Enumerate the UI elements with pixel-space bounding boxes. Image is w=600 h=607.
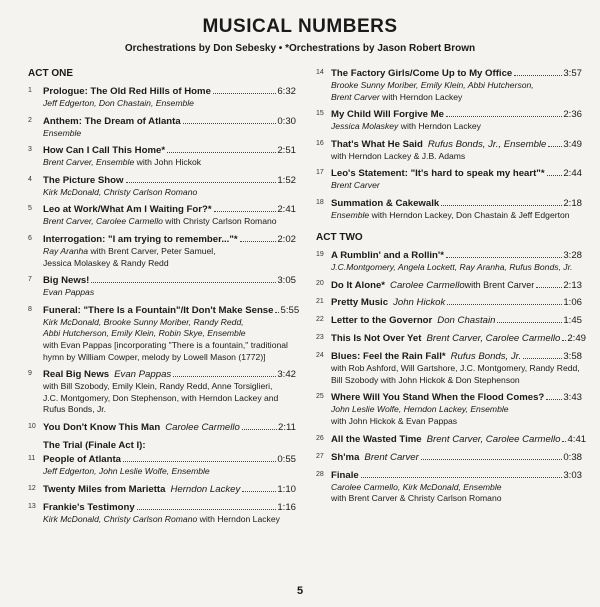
track-number: 16	[316, 139, 324, 147]
track-title-line	[331, 297, 582, 309]
track-entry	[316, 433, 587, 446]
credit-plain: with Rob Ashford, Will Gartshore, J.C. Montgomery, Randy Redd,	[331, 363, 580, 374]
track-duration: 2:51	[277, 145, 296, 157]
dot-leader	[137, 509, 277, 510]
track-number: 22	[316, 316, 324, 324]
page-number: 5	[296, 585, 304, 597]
credit-italic: Brent Carver, Carolee Carmello	[43, 216, 163, 227]
track-title-line	[331, 250, 582, 262]
song-title: Blues: Feel the Rain Fall*	[331, 351, 446, 363]
track-number: 27	[316, 452, 324, 460]
credit-italic: Kirk McDonald, Christy Carlson Romano	[43, 513, 198, 524]
act-two-header: ACT TWO	[316, 231, 363, 243]
credit-plain: with Herndon Lackey, Don Chastain & Jeff Edgerton	[369, 209, 570, 220]
track-duration: 2:11	[278, 421, 296, 433]
track-number: 14	[316, 69, 324, 76]
track-title-line	[331, 351, 582, 363]
song-title: The Factory Girls/Come Up to My Office	[331, 68, 513, 79]
credit-italic: Jeff Edgerton, Don Chastain, Ensemble	[43, 98, 194, 108]
track-title-line	[43, 454, 296, 466]
dot-leader	[546, 399, 562, 400]
dot-leader	[447, 304, 562, 305]
credit-italic: Evan Pappas	[43, 287, 95, 298]
song-performers: John Hickok	[393, 297, 446, 309]
credit-italic: Ensemble	[331, 209, 370, 220]
performer-credit	[43, 216, 296, 228]
track-number: 12	[28, 484, 36, 492]
track-entry	[28, 502, 296, 526]
performer-credit	[43, 393, 296, 405]
track-title-line	[43, 484, 296, 496]
song-title: Frankie's Testimony	[43, 501, 135, 513]
track-duration: 2:02	[277, 233, 296, 245]
track-duration: 3:49	[563, 138, 582, 150]
performer-credit	[331, 482, 582, 494]
dot-leader	[562, 340, 566, 341]
track-number: 5	[28, 205, 32, 213]
song-title: The Picture Show	[43, 174, 124, 186]
track-number: 26	[316, 434, 324, 442]
song-title: That's What He Said	[331, 138, 423, 150]
song-performers: Don Chastain	[437, 315, 496, 327]
dot-leader	[547, 175, 563, 176]
song-performers: Herndon Lackey	[170, 483, 241, 495]
track-title-line	[43, 275, 296, 287]
performer-credit	[331, 262, 582, 274]
dot-leader	[126, 182, 277, 183]
track-duration: 1:06	[563, 297, 582, 309]
song-title: Do It Alone*	[331, 280, 386, 292]
credit-italic: Kirk McDonald, Brooke Sunny Moriber, Randy Redd,	[43, 316, 244, 327]
act-one-header: ACT ONE	[28, 68, 73, 79]
dot-leader	[91, 282, 276, 283]
track-title-line	[43, 369, 296, 381]
song-title: Anthem: The Dream of Atlanta	[43, 115, 181, 127]
track-title-line	[331, 333, 586, 345]
track-duration: 0:55	[277, 453, 296, 465]
song-title: Summation & Cakewalk	[331, 197, 440, 209]
track-entry	[28, 275, 296, 299]
track-number: 4	[28, 175, 32, 183]
track-number: 21	[316, 298, 324, 306]
performer-credit	[43, 287, 296, 299]
dot-leader	[123, 461, 276, 462]
orchestrations-subtitle: Orchestrations by Don Sebesky • *Orchestrations by Jason Robert Brown	[124, 43, 476, 54]
credit-italic: Brent Carver	[331, 180, 380, 191]
credit-plain: with Brent Carver & Christy Carlson Romano	[331, 493, 502, 504]
track-entry	[316, 68, 582, 103]
track-number: 19	[316, 250, 324, 258]
dot-leader	[446, 257, 562, 258]
performer-credit	[43, 514, 296, 526]
song-title: Prologue: The Old Red Hills of Home	[43, 86, 211, 97]
performer-credit	[43, 98, 296, 110]
dot-leader	[242, 491, 276, 492]
performer-credit	[331, 375, 582, 387]
performer-credit	[331, 121, 582, 133]
track-duration: 0:30	[277, 115, 296, 127]
track-duration: 1:10	[277, 483, 296, 495]
track-duration: 2:41	[277, 204, 296, 216]
credit-plain: Bill Szobody with John Hickok & Don Stephenson	[331, 374, 520, 385]
song-title: Leo's Statement: "It's hard to speak my heart"*	[331, 168, 545, 180]
left-column	[28, 68, 300, 531]
track-number: 17	[316, 169, 324, 177]
track-title-line	[43, 422, 296, 434]
song-performers: Brent Carver	[364, 451, 419, 463]
performer-credit	[43, 128, 296, 140]
track-number: 9	[28, 370, 32, 378]
track-title-line	[43, 304, 300, 317]
credit-italic: J.C.Montgomery, Angela Lockett, Ray Aranha, Rufus Bonds, Jr.	[331, 261, 573, 272]
track-duration: 1:52	[277, 174, 296, 186]
trial-track-list	[28, 454, 296, 525]
credit-italic: Jessica Molaskey	[331, 121, 399, 132]
performer-credit	[331, 416, 582, 428]
page-title: MUSICAL NUMBERS	[202, 16, 398, 37]
track-duration: 0:38	[563, 451, 582, 463]
performer-credit	[43, 317, 296, 329]
song-title: Where Will You Stand When the Flood Comes?	[331, 392, 545, 404]
track-duration: 1:45	[563, 315, 582, 327]
credit-plain: J.C. Montgomery, Don Stephenson, with Herndon Lackey and	[43, 392, 279, 403]
dot-leader	[361, 477, 563, 478]
dot-leader	[213, 93, 276, 94]
track-number: 15	[316, 110, 324, 118]
track-entry	[316, 315, 582, 327]
track-title-line	[331, 68, 582, 80]
dot-leader	[523, 358, 562, 359]
song-title: Letter to the Governor	[331, 315, 433, 327]
song-title: Finale	[331, 469, 359, 481]
song-title: Leo at Work/What Am I Waiting For?*	[43, 204, 212, 216]
track-duration: 2:13	[563, 280, 582, 292]
credit-plain: Jessica Molaskey & Randy Redd	[43, 257, 169, 268]
track-entry	[28, 204, 296, 228]
track-title-line	[43, 145, 296, 157]
performer-credit	[43, 246, 296, 258]
song-title: All the Wasted Time	[331, 433, 422, 445]
track-title-line	[331, 315, 582, 327]
track-duration: 6:32	[277, 86, 296, 97]
song-title: A Rumblin' and a Rollin'*	[331, 249, 444, 261]
track-title-line	[331, 109, 582, 121]
song-performers: Evan Pappas	[114, 369, 172, 381]
track-entry	[28, 454, 296, 478]
dot-leader	[548, 146, 562, 147]
performer-credit	[43, 352, 296, 364]
dot-leader	[446, 116, 562, 117]
credit-plain: with Bill Szobody, Emily Klein, Randy Redd, Anne Torsiglieri,	[43, 381, 273, 392]
track-duration: 3:42	[277, 369, 296, 381]
track-duration: 3:03	[563, 469, 582, 481]
track-title-line	[331, 198, 582, 210]
track-title-line	[331, 392, 582, 404]
song-title: Pretty Music	[331, 297, 389, 309]
credit-italic: Ensemble	[43, 127, 82, 138]
track-entry	[316, 198, 582, 222]
track-entry	[316, 351, 582, 386]
dot-leader	[275, 312, 279, 313]
dot-leader	[167, 152, 276, 153]
track-number: 24	[316, 352, 324, 360]
song-title: Twenty Miles from Marietta	[43, 483, 166, 495]
track-entry	[316, 333, 586, 345]
performer-credit	[43, 404, 296, 416]
track-number: 2	[28, 116, 32, 124]
performer-credit	[43, 187, 296, 199]
performer-credit	[331, 363, 582, 375]
track-entry	[316, 392, 582, 427]
track-entry	[28, 369, 296, 416]
dot-leader	[421, 459, 563, 460]
performer-credit	[43, 328, 296, 340]
song-title: People of Atlanta	[43, 453, 122, 465]
track-title-line	[331, 279, 582, 291]
track-title-line	[43, 175, 296, 187]
track-title-line	[331, 452, 582, 464]
track-duration: 2:36	[563, 109, 582, 121]
credit-italic: John Leslie Wolfe, Herndon Lackey, Ensemble	[331, 404, 509, 415]
track-number: 1	[28, 87, 32, 94]
song-title: My Child Will Forgive Me	[331, 109, 444, 121]
credit-italic: Carolee Carmello, Kirk McDonald, Ensemble	[331, 481, 502, 492]
track-number: 6	[28, 234, 32, 242]
track-entry	[28, 86, 296, 110]
song-title: Funeral: "There Is a Fountain"/It Don't Make Sense	[43, 304, 274, 316]
dot-leader	[536, 287, 562, 288]
song-title: You Don't Know This Man	[43, 421, 161, 433]
credit-italic: Brent Carver	[331, 91, 380, 102]
song-performers: Rufus Bonds, Jr., Ensemble	[427, 138, 547, 150]
track-entry	[316, 470, 582, 505]
track-title-line	[331, 470, 582, 482]
track-entry	[28, 234, 296, 269]
track-entry	[28, 304, 300, 363]
track-entry	[316, 168, 582, 192]
credit-plain: with Herndon Lackey	[197, 513, 280, 524]
track-duration: 2:18	[563, 197, 582, 209]
performer-credit	[331, 210, 582, 222]
act-two-track-list	[316, 249, 587, 505]
track-duration: 3:58	[563, 351, 582, 363]
dot-leader	[441, 205, 562, 206]
track-title-line	[331, 433, 587, 446]
credit-plain: with John Hickok & Evan Pappas	[331, 415, 458, 426]
track-entry	[28, 116, 296, 140]
track-number: 25	[316, 393, 324, 401]
song-performers: Brent Carver, Carolee Carmello	[426, 333, 561, 345]
track-number: 3	[28, 146, 32, 154]
track-title-line	[43, 234, 296, 246]
dot-leader	[242, 429, 277, 430]
performer-credit	[331, 493, 582, 505]
credit-plain: with Christy Carlson Romano	[162, 216, 277, 227]
track-number: 10	[28, 422, 36, 430]
song-title: How Can I Call This Home*	[43, 145, 166, 157]
performer-credit	[43, 157, 296, 169]
performer-credit	[43, 340, 296, 352]
act-one-continued-list	[316, 68, 582, 222]
track-number: 28	[316, 470, 324, 478]
performer-credit	[331, 151, 582, 163]
performer-credit	[331, 80, 582, 92]
song-title: This Is Not Over Yet	[331, 333, 422, 345]
performer-credit	[43, 466, 296, 478]
dot-leader	[183, 123, 277, 124]
credit-plain: hymn by William Cowper, melody by Lowell Mason (1772)]	[43, 351, 266, 362]
dot-leader	[562, 441, 566, 442]
track-entry	[28, 145, 296, 169]
track-title-line	[43, 116, 296, 128]
track-title-line	[331, 168, 582, 180]
track-duration: 3:57	[563, 68, 582, 79]
performer-credit	[331, 404, 582, 416]
track-title-line	[43, 86, 296, 98]
song-title: Real Big News	[43, 369, 110, 381]
credit-plain: with Herndon Lackey	[398, 121, 481, 132]
credit-plain: with John Hickok	[134, 157, 202, 168]
track-number: 7	[28, 276, 32, 284]
credit-italic: Jeff Edgerton, John Leslie Wolfe, Ensemble	[43, 465, 210, 476]
credit-plain: with Herndon Lackey & J.B. Adams	[331, 150, 466, 161]
credit-italic: Brent Carver, Ensemble	[43, 157, 135, 168]
act-one-track-list	[28, 86, 300, 434]
credit-plain: with Evan Pappas [incorporating "There is a fountain," traditional	[43, 339, 288, 350]
song-performers: Carolee Carmello	[390, 280, 465, 292]
credit-italic: Ray Aranha	[43, 245, 89, 256]
song-title: Big News!	[43, 275, 90, 287]
track-title-line	[43, 204, 296, 216]
dot-leader	[240, 241, 277, 242]
performer-credit	[331, 180, 582, 192]
track-number: 23	[316, 334, 324, 342]
track-number: 20	[316, 280, 324, 288]
song-performers-extra: with Brent Carver	[464, 280, 535, 291]
track-duration: 4:41	[567, 433, 587, 445]
song-performers: Brent Carver, Carolee Carmello	[426, 433, 561, 445]
song-title: Interrogation: "I am trying to remember..."*	[43, 233, 238, 245]
track-entry	[28, 422, 296, 434]
track-duration: 3:43	[563, 392, 582, 404]
track-entry	[316, 139, 582, 163]
dot-leader	[214, 211, 277, 212]
track-entry	[316, 279, 582, 291]
dot-leader	[514, 75, 562, 76]
performer-credit	[331, 92, 582, 104]
track-entry	[28, 484, 296, 496]
track-number: 8	[28, 305, 32, 313]
song-performers: Rufus Bonds, Jr.	[450, 351, 522, 363]
trial-subheader: The Trial (Finale Act I):	[43, 439, 146, 451]
track-duration: 5:55	[280, 304, 300, 316]
track-entry	[316, 109, 582, 133]
track-number: 18	[316, 198, 324, 206]
dot-leader	[173, 376, 276, 377]
credit-plain: with Brent Carver, Peter Samuel,	[88, 245, 216, 256]
credit-italic: Kirk McDonald, Christy Carlson Romano	[43, 186, 198, 197]
right-column	[316, 68, 587, 511]
track-duration: 2:49	[567, 333, 586, 345]
track-entry	[28, 175, 296, 199]
track-entry	[316, 452, 582, 464]
dot-leader	[497, 322, 562, 323]
track-title-line	[43, 502, 296, 514]
track-title-line	[331, 139, 582, 151]
credit-italic: Brooke Sunny Moriber, Emily Klein, Abbi Hutcherson,	[331, 80, 534, 90]
credit-plain: with Herndon Lackey	[379, 91, 463, 102]
track-duration: 3:28	[563, 249, 582, 261]
credit-plain: Rufus Bonds, Jr.	[43, 404, 107, 415]
track-number: 13	[28, 502, 36, 510]
song-performers: Carolee Carmello	[165, 421, 240, 433]
track-duration: 1:16	[277, 501, 296, 513]
song-title: Sh'ma	[331, 451, 360, 463]
track-number: 11	[28, 454, 36, 462]
track-duration: 2:44	[563, 168, 582, 180]
credit-italic: Abbi Hutcherson, Emily Klein, Robin Skye, Ensemble	[43, 328, 246, 339]
track-entry	[316, 250, 582, 274]
performer-credit	[43, 381, 296, 393]
performer-credit	[43, 258, 296, 270]
track-entry	[316, 297, 582, 309]
track-duration: 3:05	[277, 275, 296, 287]
